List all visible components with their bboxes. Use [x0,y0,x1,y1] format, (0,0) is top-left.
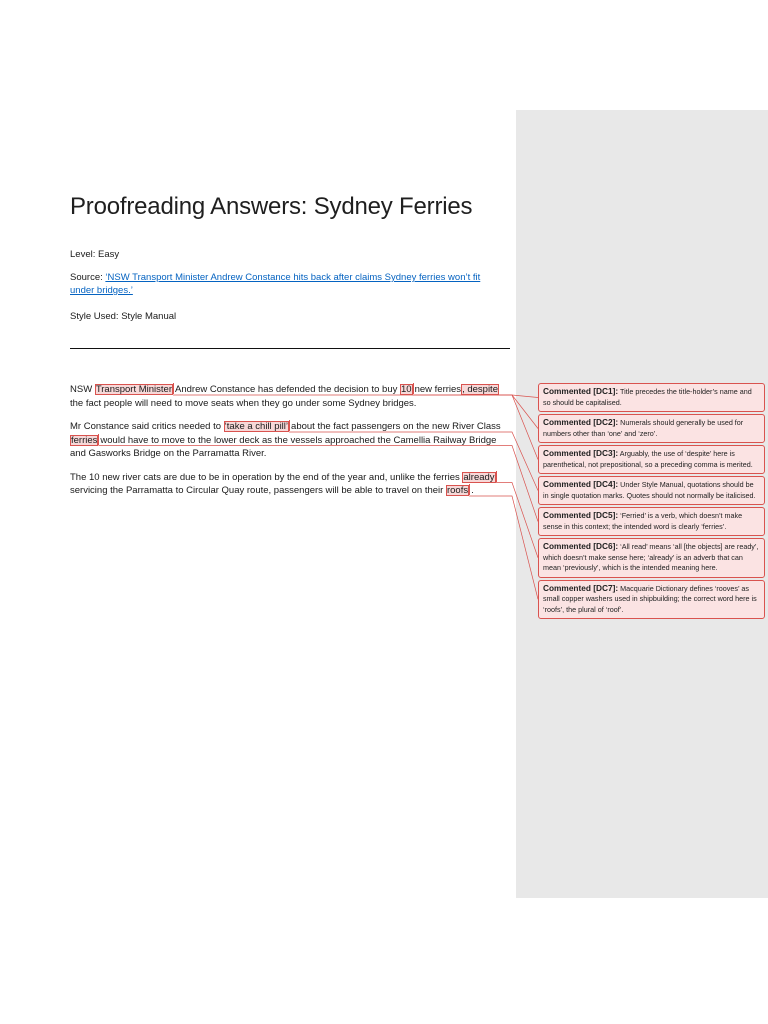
comment-highlight-dc4[interactable]: ‘take a chill pill’ [224,421,289,432]
text-run: The 10 new river cats are due to be in operation by the end of the year and, unlike the ferries [70,471,463,483]
paragraph-1 [70,383,512,410]
comment-dc6[interactable] [538,538,765,578]
comment-tag: Commented [DC6]: [543,541,619,551]
comment-text: ‘All read’ means ‘all [the objects] are ready’, which doesn’t make sense here; ‘already’ is an adverb that can mean ‘previously’, which is the intended meaning here. [543,542,759,572]
comment-tag: Commented [DC7]: [543,582,619,593]
text-run: new ferries [414,384,462,395]
source-line [70,271,500,297]
text-run: . [471,485,474,496]
source-label: Source: [70,272,106,283]
comment-text: Under Style Manual, quotations should be in single quotation marks. Quotes should not normally be italicised. [543,480,756,500]
document-title: Proofreading Answers: Sydney Ferries [70,193,473,220]
comment-dc2[interactable] [538,414,765,443]
style-line: Style Used: Style Manual [70,311,177,322]
comment-highlight-dc2[interactable]: 10 [401,384,412,395]
comment-highlight-dc3[interactable]: , despite [462,384,498,395]
text-run: servicing the Parramatta to Circular Quay route, passengers will be able to travel on their [70,485,446,496]
article-body [70,383,512,508]
text-run: about the fact passengers on the new River Class [291,421,501,432]
text-run: Mr Constance said critics needed to [70,421,224,432]
comment-anchor [173,383,174,394]
comment-tag: Commented [DC4]: [543,479,619,489]
comment-tag: Commented [DC3]: [543,448,619,458]
comment-dc4[interactable] [538,476,765,505]
comment-text: Arguably, the use of ‘despite’ here is parenthetical, not prepositional, so a preceding comma is merited. [543,449,753,469]
comment-highlight-dc7[interactable]: roofs [446,485,469,496]
comment-highlight-dc6[interactable]: already [463,471,495,483]
comment-dc3[interactable] [538,445,765,474]
text-run: NSW [70,384,95,395]
level-line: Level: Easy [70,249,120,260]
comment-text: Title precedes the title-holder’s name and so should be capitalised. [543,387,752,407]
text-run: Andrew Constance has defended the decision to buy [175,384,401,395]
comment-tag: Commented [DC1]: [543,386,619,396]
horizontal-rule [70,348,510,349]
comment-highlight-dc5[interactable]: ferries [71,434,98,446]
source-link[interactable]: ‘NSW Transport Minister Andrew Constance hits back after claims Sydney ferries won’t fit under bridges.’ [70,272,481,296]
comment-dc1[interactable] [538,383,765,412]
comment-anchor [289,420,290,431]
paragraph-3 [70,471,512,498]
paragraph-2 [70,420,512,461]
comment-anchor [496,471,497,482]
comment-dc7[interactable] [538,580,765,620]
comment-anchor [469,484,470,495]
text-run: the fact people will need to move seats when they go under some Sydney bridges. [70,397,417,409]
comment-dc5[interactable] [538,507,765,536]
comment-tag: Commented [DC2]: [543,417,619,427]
text-run: would have to move to the lower deck as the vessels approached the Camellia Railway Bridge and Gasworks Bridge on the Parramatta River. [70,434,497,459]
comment-list [538,383,765,621]
comment-highlight-dc1[interactable]: Transport Minister [95,384,173,395]
comment-tag: Commented [DC5]: [543,510,619,520]
comment-text: ‘Ferried’ is a verb, which doesn’t make sense in this context; the intended word is clearly ‘ferries’. [543,511,743,531]
comment-text: Macquarie Dictionary defines ‘rooves’ as small copper washers used in shipbuilding; the correct word here is ‘roofs’, the plural of ‘roof’. [543,583,757,614]
comment-text: Numerals should generally be used for numbers other than ‘one’ and ‘zero’. [543,418,744,438]
comment-anchor [413,383,414,394]
